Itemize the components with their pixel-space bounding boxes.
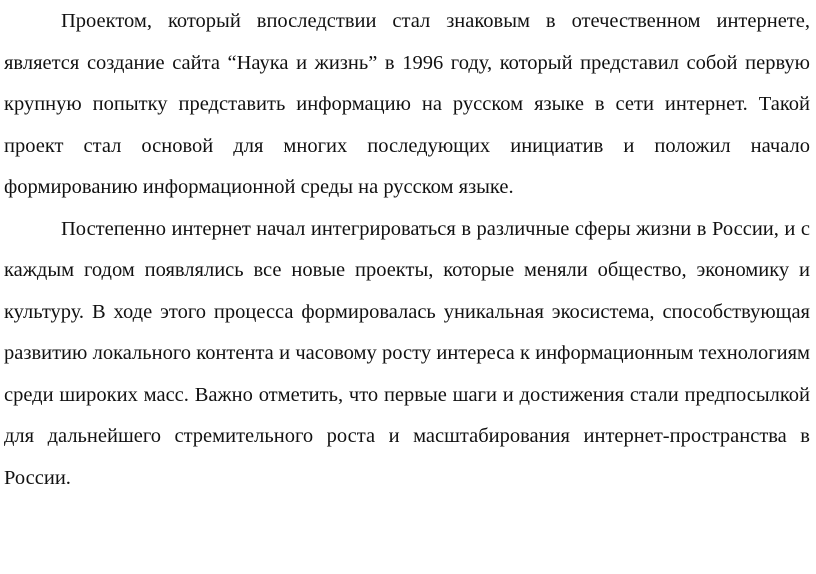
paragraph-1: Проектом, который впоследствии стал знаковым в отечественном интернете, является создание сайта “Наука и жизнь” в 1996 году, который представил собой первую крупную попытку представить информацию на русском языке в сети интернет. Такой проект стал основой для многих последующих инициатив и положил начало формированию информационной среды на русском языке. <box>4 10 810 198</box>
paragraph-2: Постепенно интернет начал интегрироваться в различные сферы жизни в России, и с каждым годом появлялись все новые проекты, которые меняли общество, экономику и культуру. В ходе этого процесса формировалась уникальная экосистема, способствующая развитию локального контента и часовому росту интереса к информационным технологиям среди широких масс. Важно отметить, что первые шаги и достижения стали предпосылкой для дальнейшего стремительного роста и масштабирования интернет-пространства в России. <box>4 217 810 489</box>
